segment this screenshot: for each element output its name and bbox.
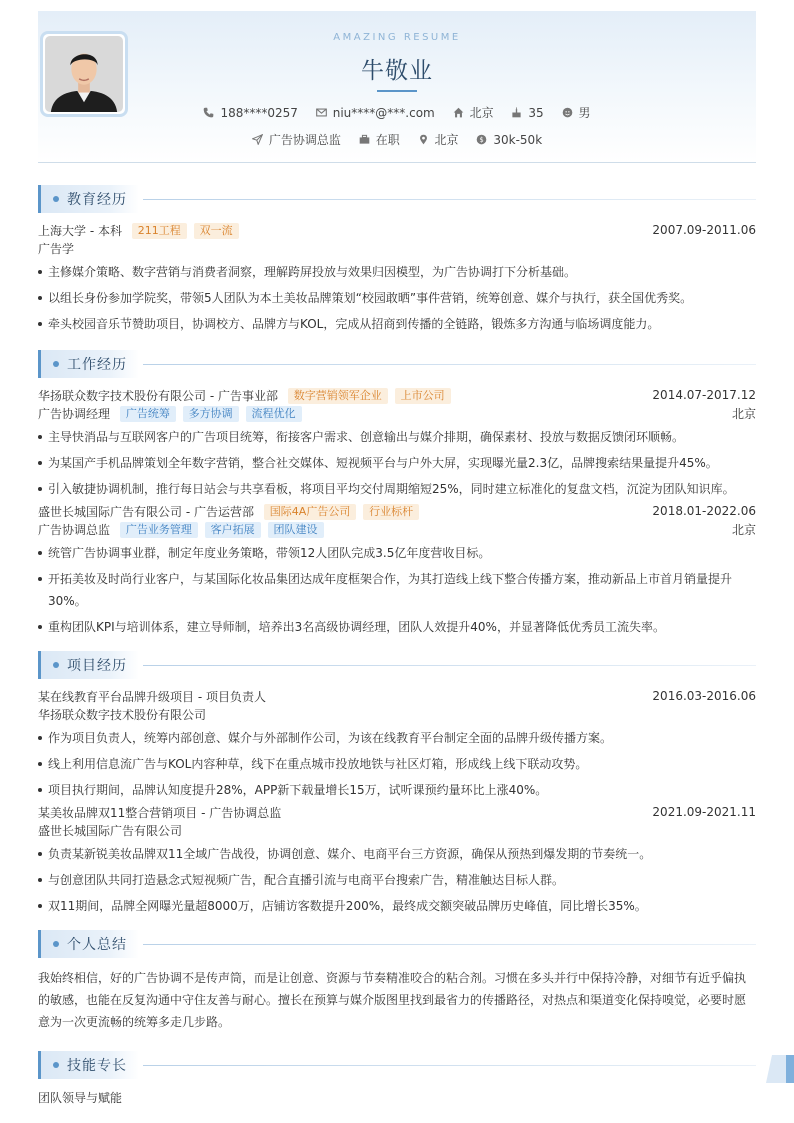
- list-item: 统管广告协调事业群，制定年度业务策略，带领12人团队完成3.5亿年度营收目标。: [38, 542, 756, 564]
- project-org-row: [38, 821, 756, 839]
- project-bullets: [38, 843, 756, 917]
- work-dates: 2018.01-2022.06: [652, 504, 756, 518]
- section-header: [38, 350, 756, 378]
- candidate-name: 牛敬业: [361, 58, 433, 84]
- resume-header: [38, 11, 756, 163]
- major-row: [38, 239, 756, 257]
- company-tag: 国际4A广告公司: [264, 504, 357, 520]
- role-title: 广告协调总监: [38, 522, 111, 537]
- list-item: 为某国产手机品牌策划全年数字营销，整合社交媒体、短视频平台与户外大屏，实现曝光量2.3亿，品牌搜索结果量提升45%。: [38, 452, 756, 474]
- status-text: 在职: [375, 133, 400, 147]
- list-item: 以组长身份参加学院奖，带领5人团队为本土美妆品牌策划“校园敢晒”事件营销，统筹创意、媒介与执行，获全国优秀奖。: [38, 287, 756, 309]
- role-tag: 客户拓展: [205, 522, 261, 538]
- project-org: 盛世长城国际广告有限公司: [38, 823, 183, 838]
- role-row: [38, 520, 756, 538]
- role-tag: 广告统筹: [120, 406, 176, 422]
- status-info: [359, 131, 400, 148]
- contact-row: [38, 104, 756, 121]
- projects-section: [38, 651, 756, 917]
- education-dates: 2007.09-2011.06: [652, 223, 756, 237]
- school-tag: 双一流: [194, 223, 239, 239]
- education-entry: [38, 221, 756, 239]
- home-text: 北京: [469, 106, 494, 120]
- list-item: 开拓美妆及时尚行业客户，与某国际化妆品集团达成年度框架合作，为其打造线上线下整合传播方案，推动新品上市首月销量提升30%。: [38, 568, 756, 612]
- list-item: 线上利用信息流广告与KOL内容种草，线下在重点城市投放地铁与社区灯箱，形成线上线下联动攻势。: [38, 753, 756, 775]
- name-underline: [377, 90, 417, 92]
- gender-icon: [562, 107, 573, 118]
- company-tag: 行业标杆: [363, 504, 419, 520]
- list-item: 项目执行期间，品牌认知度提升28%，APP新下载量增长15万，试听课预约量环比上涨40%。: [38, 779, 756, 801]
- role-tag: 团队建设: [268, 522, 324, 538]
- role-title: 广告协调经理: [38, 406, 111, 421]
- role-tag: 广告业务管理: [120, 522, 198, 538]
- company-name: 华扬联众数字技术股份有限公司 - 广告事业部: [38, 388, 278, 403]
- cake-icon: [511, 107, 522, 118]
- brand-label: AMAZING RESUME: [333, 32, 461, 43]
- company-name: 盛世长城国际广告有限公司 - 广告运营部: [38, 504, 254, 519]
- gender-info: [562, 104, 591, 121]
- skill-text: 团队领导与赋能: [38, 1090, 123, 1105]
- role-row: [38, 404, 756, 422]
- summary-section: [38, 930, 756, 1033]
- work-entry-header: [38, 502, 756, 520]
- job-intent-row: [38, 131, 756, 148]
- home-icon: [453, 107, 464, 118]
- list-item: 作为项目负责人，统筹内部创意、媒介与外部制作公司，为该在线教育平台制定全面的品牌升级传播方案。: [38, 727, 756, 749]
- work-city: 北京: [731, 406, 756, 421]
- section-title: 工作经历: [67, 357, 127, 373]
- project-dates: 2021.09-2021.11: [652, 805, 756, 819]
- target-role-info: [252, 131, 341, 148]
- briefcase-icon: [359, 134, 370, 145]
- phone-icon: [203, 107, 214, 118]
- target-city-info: [418, 131, 459, 148]
- home-info: [453, 104, 494, 121]
- svg-text:$: $: [479, 135, 485, 144]
- project-header: [38, 803, 756, 821]
- section-title: 项目经历: [67, 658, 127, 674]
- age-text: 35: [528, 106, 544, 120]
- target-role-text: 广告协调总监: [268, 133, 341, 147]
- list-item: 牵头校园音乐节赞助项目，协调校方、品牌方与KOL，完成从招商到传播的全链路，锻炼多方沟通与临场调度能力。: [38, 313, 756, 335]
- list-item: 双11期间，品牌全网曝光量超8000万，店铺访客数提升200%，最终成交额突破品牌历史峰值，同比增长35%。: [38, 895, 756, 917]
- gender-text: 男: [578, 106, 591, 120]
- list-item: 主导快消品与互联网客户的广告项目统筹，衔接客户需求、创意输出与媒介排期，确保素材、投放与数据反馈闭环顺畅。: [38, 426, 756, 448]
- section-title: 个人总结: [67, 937, 127, 953]
- list-item: 主修媒介策略、数字营销与消费者洞察，理解跨屏投放与效果归因模型，为广告协调打下分析基础。: [38, 261, 756, 283]
- list-item: 与创意团队共同打造悬念式短视频广告，配合直播引流与电商平台搜索广告，精准触达目标人群。: [38, 869, 756, 891]
- send-icon: [252, 134, 263, 145]
- salary-info: [476, 133, 542, 147]
- work-dates: 2014.07-2017.12: [652, 388, 756, 402]
- work-entry-header: [38, 386, 756, 404]
- project-org: 华扬联众数字技术股份有限公司: [38, 707, 207, 722]
- section-header: [38, 185, 756, 213]
- project-bullets: [38, 727, 756, 801]
- section-header: [38, 930, 756, 958]
- list-item: 负责某新锐美妆品牌双11全域广告战役，协调创意、媒介、电商平台三方资源，确保从预热到爆发期的节奏统一。: [38, 843, 756, 865]
- school-tag: 211工程: [132, 223, 187, 239]
- skills-section: [38, 1051, 756, 1106]
- education-section: [38, 185, 756, 335]
- section-header: [38, 1051, 756, 1079]
- age-info: [511, 106, 543, 120]
- project-title: 某美妆品牌双11整合营销项目 - 广告协调总监: [38, 805, 282, 820]
- work-section: [38, 350, 756, 638]
- company-tag: 数字营销领军企业: [288, 388, 388, 404]
- phone-text: 188****0257: [220, 106, 298, 120]
- role-tag: 流程优化: [246, 406, 302, 422]
- target-city-text: 北京: [434, 133, 459, 147]
- salary-text: 30k-50k: [493, 133, 543, 147]
- page-corner-decoration: [766, 1055, 794, 1083]
- resume-page: [38, 11, 756, 1105]
- summary-text: 我始终相信，好的广告协调不是传声筒，而是让创意、资源与节奏精准咬合的粘合剂。习惯在多头并行中保持冷静，对细节有近乎偏执的敏感，也能在反复沟通中守住友善与耐心。擅长在预算与媒介版图里找到最省力的传播路径，对热点和渠道变化保持嗅觉，必要时愿意为一次更流畅的统筹多走几步路。: [38, 971, 747, 1029]
- email-text: niu****@***.com: [332, 106, 435, 120]
- work-city: 北京: [731, 522, 756, 537]
- school-name: 上海大学 - 本科: [38, 223, 122, 238]
- section-title: 技能专长: [67, 1058, 127, 1074]
- company-tag: 上市公司: [395, 388, 451, 404]
- location-icon: [418, 134, 429, 145]
- role-tag: 多方协调: [183, 406, 239, 422]
- section-header: [38, 651, 756, 679]
- education-bullets: [38, 261, 756, 335]
- money-icon: [476, 134, 487, 145]
- project-dates: 2016.03-2016.06: [652, 689, 756, 703]
- work-bullets: [38, 542, 756, 638]
- project-org-row: [38, 705, 756, 723]
- mail-icon: [316, 107, 327, 118]
- email-info: [316, 106, 435, 120]
- phone-info: [203, 106, 297, 120]
- work-bullets: [38, 426, 756, 500]
- skill-item: [38, 1088, 756, 1106]
- project-title: 某在线教育平台品牌升级项目 - 项目负责人: [38, 689, 266, 704]
- list-item: 引入敏捷协调机制，推行每日站会与共享看板，将项目平均交付周期缩短25%，同时建立标准化的复盘文档，沉淀为团队知识库。: [38, 478, 756, 500]
- section-title: 教育经历: [67, 192, 127, 208]
- list-item: 重构团队KPI与培训体系，建立导师制，培养出3名高级协调经理，团队人效提升40%，并显著降低优秀员工流失率。: [38, 616, 756, 638]
- major: 广告学: [38, 241, 75, 256]
- project-header: [38, 687, 756, 705]
